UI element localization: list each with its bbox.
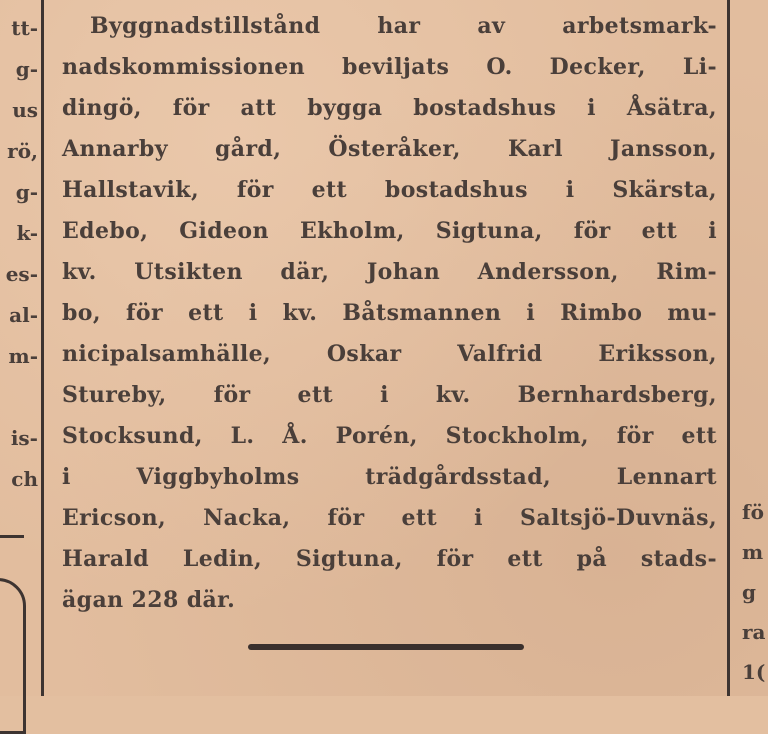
article-line: bo, för ett i kv. Båtsmannen i Rimbo mu-	[62, 300, 717, 326]
right-fragment: 1(	[742, 660, 766, 684]
article-line: Stureby, för ett i kv. Bernhardsberg,	[62, 382, 717, 408]
left-column-fragments	[0, 8, 38, 500]
left-fragment: g-	[15, 180, 38, 204]
article-line: nicipalsamhälle, Oskar Valfrid Eriksson,	[62, 341, 717, 367]
left-fragment: g-	[15, 57, 38, 81]
left-fragment: tt-	[11, 16, 38, 40]
article-line: Annarby gård, Österåker, Karl Jansson,	[62, 136, 717, 162]
article-line: Hallstavik, för ett bostadshus i Skärsta,	[62, 177, 717, 203]
news-article	[62, 6, 717, 621]
left-fragment: is-	[10, 426, 38, 450]
column-divider-right	[727, 0, 730, 696]
article-line: Stocksund, L. Å. Porén, Stockholm, för ett	[62, 423, 717, 449]
article-line: Byggnadstillstånd har av arbetsmark-	[90, 13, 717, 39]
left-fragment: m-	[8, 344, 38, 368]
right-column-fragments	[742, 492, 768, 692]
article-line: i Viggbyholms trädgårdsstad, Lennart	[62, 464, 717, 490]
article-line: ägan 228 där.	[62, 587, 236, 613]
right-fragment: g	[742, 580, 756, 604]
article-line: Edebo, Gideon Ekholm, Sigtuna, för ett i	[62, 218, 717, 244]
article-line: dingö, för att bygga bostadshus i Åsätra,	[62, 95, 717, 121]
left-fragment: us	[12, 98, 38, 122]
left-fragment	[0, 377, 38, 418]
article-end-rule	[248, 644, 524, 650]
column-divider-left	[41, 0, 44, 696]
left-fragment: ch	[11, 467, 38, 491]
article-line: Ericson, Nacka, för ett i Saltsjö-Duvnäs,	[62, 505, 717, 531]
right-fragment: fö	[742, 500, 764, 524]
left-fragment: rö,	[7, 139, 38, 163]
right-fragment: m	[742, 540, 764, 564]
left-column-frame-border	[0, 578, 26, 734]
article-line: Harald Ledin, Sigtuna, för ett på stads-	[62, 546, 717, 572]
left-column-dash	[0, 535, 24, 538]
article-line: nadskommissionen beviljats O. Decker, Li-	[62, 54, 717, 80]
right-fragment: ra	[742, 620, 766, 644]
left-fragment: es-	[5, 262, 38, 286]
left-fragment: al-	[9, 303, 38, 327]
article-line: kv. Utsikten där, Johan Andersson, Rim-	[62, 259, 717, 285]
left-fragment: k-	[16, 221, 38, 245]
